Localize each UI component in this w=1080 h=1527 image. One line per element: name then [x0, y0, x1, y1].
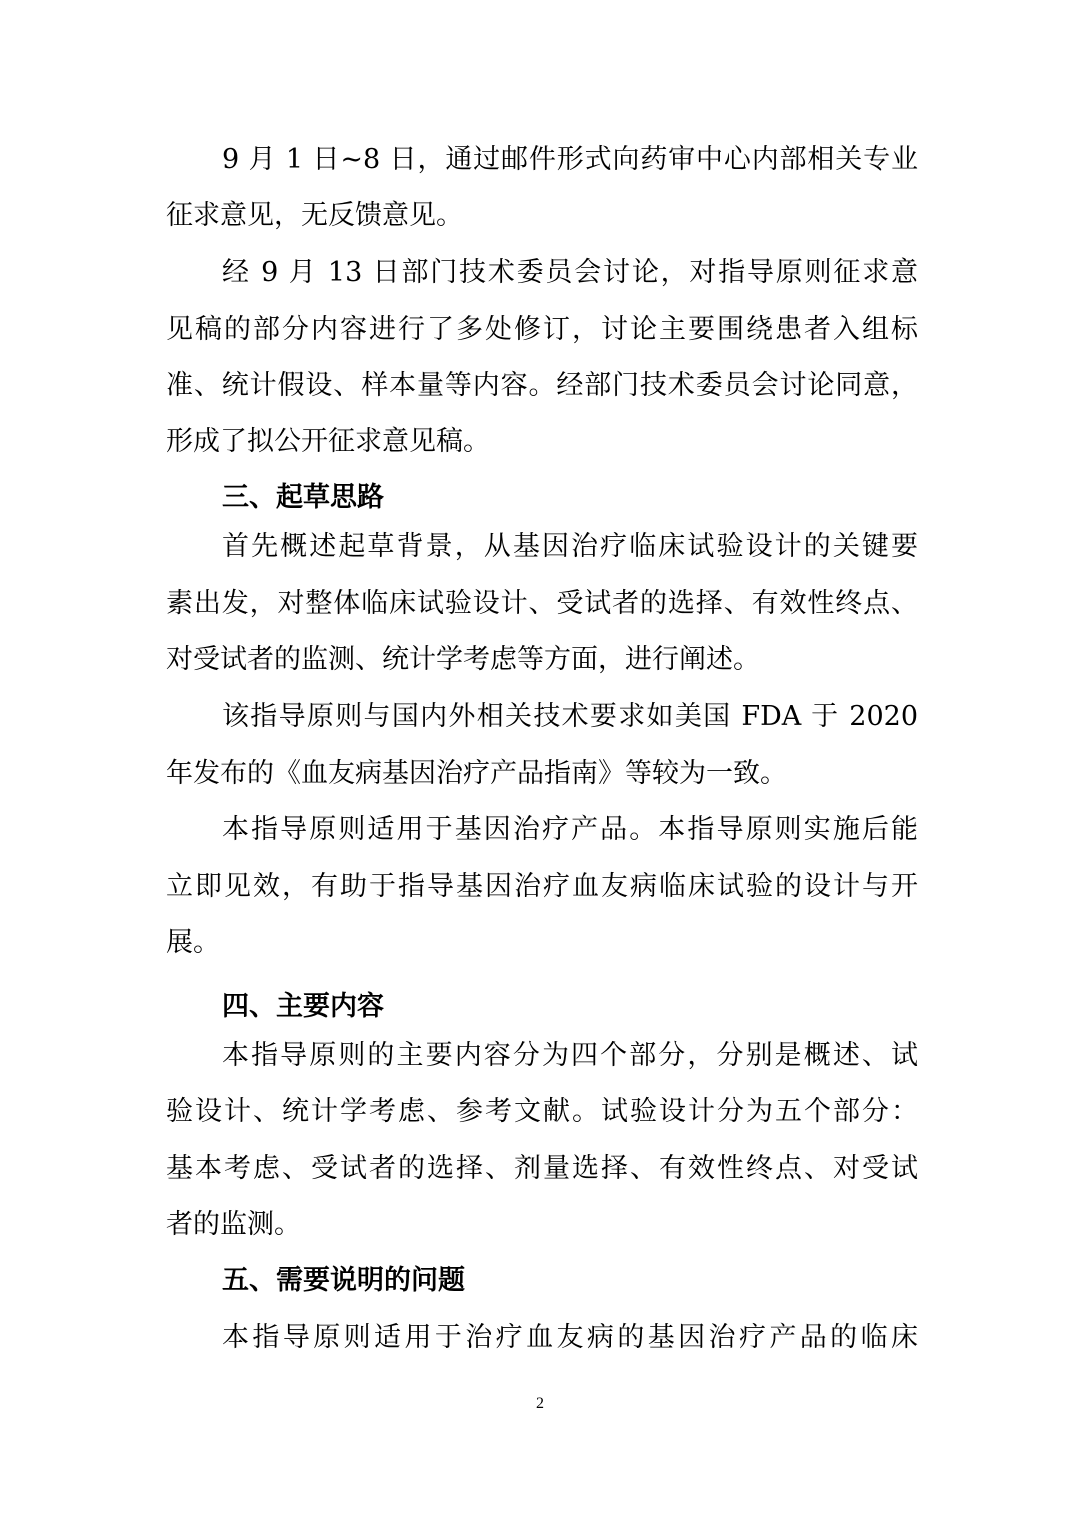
page-number: 2 — [536, 1395, 544, 1412]
section-heading-5: 五、需要说明的问题 — [222, 1265, 465, 1296]
paragraph-6-line-1: 本指导原则的主要内容分为四个部分，分别是概述、试 — [222, 1040, 918, 1071]
paragraph-4-line-1: 该指导原则与国内外相关技术要求如美国 FDA 于 2020 — [222, 701, 918, 732]
paragraph-7-line-1: 本指导原则适用于治疗血友病的基因治疗产品的临床 — [222, 1322, 918, 1353]
paragraph-2-line-1: 经 9 月 13 日部门技术委员会讨论，对指导原则征求意 — [222, 257, 918, 288]
paragraph-6-line-4: 者的监测。 — [166, 1209, 301, 1240]
paragraph-5-line-2: 立即见效，有助于指导基因治疗血友病临床试验的设计与开 — [166, 871, 918, 902]
paragraph-1-line-2: 征求意见，无反馈意见。 — [166, 200, 463, 231]
paragraph-2-line-4: 形成了拟公开征求意见稿。 — [166, 426, 490, 457]
paragraph-5-line-1: 本指导原则适用于基因治疗产品。本指导原则实施后能 — [222, 814, 918, 845]
paragraph-2-line-2: 见稿的部分内容进行了多处修订，讨论主要围绕患者入组标 — [166, 314, 918, 345]
paragraph-3-line-3: 对受试者的监测、统计学考虑等方面，进行阐述。 — [166, 644, 760, 675]
paragraph-4-line-2: 年发布的《血友病基因治疗产品指南》等较为一致。 — [166, 758, 787, 789]
paragraph-3-line-2: 素出发，对整体临床试验设计、受试者的选择、有效性终点、 — [166, 588, 918, 619]
section-heading-3: 三、起草思路 — [222, 482, 384, 513]
paragraph-1-line-1: 9 月 1 日~8 日，通过邮件形式向药审中心内部相关专业 — [222, 144, 918, 175]
paragraph-3-line-1: 首先概述起草背景，从基因治疗临床试验设计的关键要 — [222, 531, 918, 562]
paragraph-6-line-3: 基本考虑、受试者的选择、剂量选择、有效性终点、对受试 — [166, 1153, 918, 1184]
paragraph-6-line-2: 验设计、统计学考虑、参考文献。试验设计分为五个部分： — [166, 1096, 918, 1127]
paragraph-5-line-3: 展。 — [166, 927, 220, 958]
section-heading-4: 四、主要内容 — [222, 991, 384, 1022]
paragraph-2-line-3: 准、统计假设、样本量等内容。经部门技术委员会讨论同意， — [166, 370, 918, 401]
